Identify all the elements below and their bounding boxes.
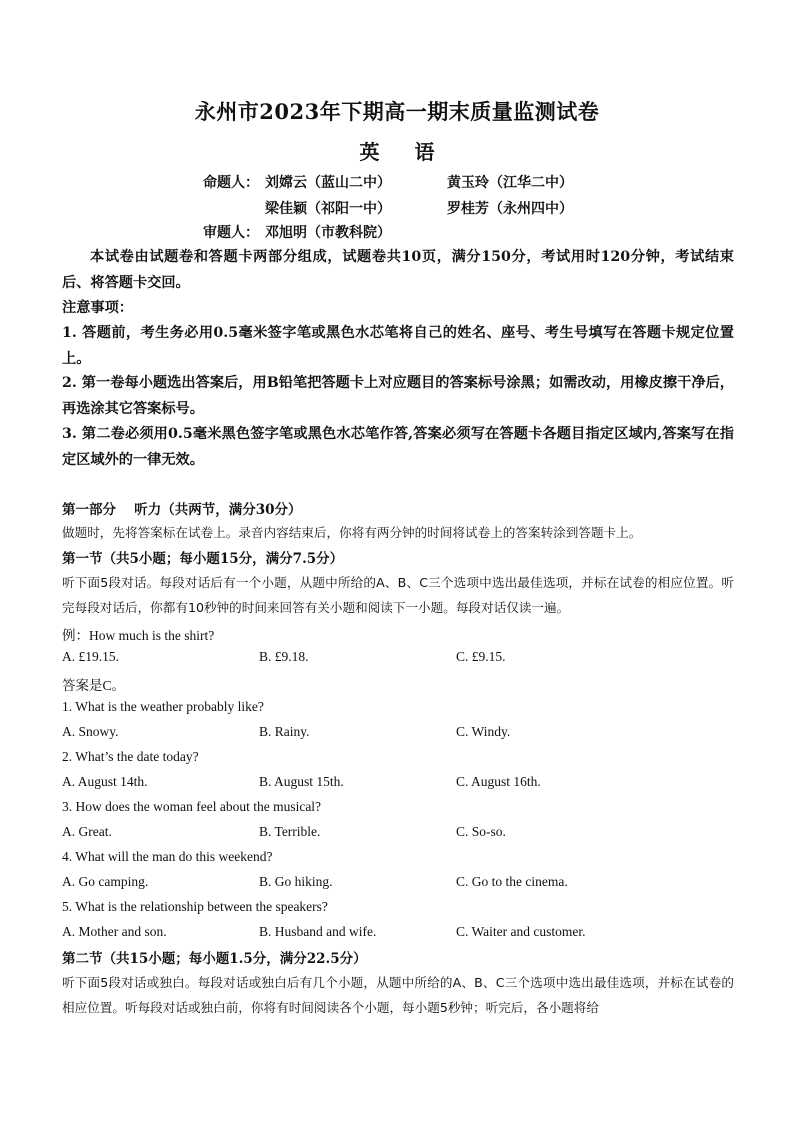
proposer-1: 刘嫦云（蓝山二中） [265, 175, 391, 191]
note-item-1: 1. 答题前，考生务必用0.5毫米签字笔或黑色水芯笔将自己的姓名、座号、考生号填写在答题卡规定位置上。 [62, 325, 734, 367]
question-1-option-b: B. Rainy. [259, 724, 310, 739]
part1-instruction: 做题时，先将答案标在试卷上。录音内容结束后，你将有两分钟的时间将试卷上的答案转涂到答题卡上。 [62, 525, 642, 540]
intro-paragraph: 本试卷由试题卷和答题卡两部分组成，试题卷共10页，满分150分，考试用时120分钟，考试结束后、将答题卡交回。 [62, 249, 734, 291]
question-2-option-b: B. August 15th. [259, 774, 344, 789]
question-5-option-c: C. Waiter and customer. [456, 924, 586, 939]
section1-heading: 第一节（共5小题；每小题15分，满分7.5分） [62, 551, 344, 567]
part1-heading: 第一部分 听力（共两节，满分30分） [62, 502, 302, 518]
section2-heading: 第二节（共15小题；每小题1.5分，满分22.5分） [62, 951, 367, 967]
example-option-c: C. £9.15. [456, 649, 506, 664]
section2-instruction: 听下面5段对话或独白。每段对话或独白后有几个小题，从题中所给的A、B、C三个选项中选出最佳选项，并标在试卷的相应位置。听每段对话或独白前，你将有时间阅读各个小题，每小题5秒钟；听完后，各小题将给 [62, 975, 734, 1015]
proposer-4: 罗桂芳（永州四中） [447, 201, 573, 217]
question-1: 1. What is the weather probably like? [62, 699, 264, 714]
question-3-option-c: C. So-so. [456, 824, 506, 839]
question-2-option-c: C. August 16th. [456, 774, 541, 789]
question-3: 3. How does the woman feel about the musical? [62, 799, 322, 814]
question-3-option-a: A. Great. [62, 824, 112, 839]
example-option-a: A. £19.15. [62, 649, 119, 664]
example-question: 例：How much is the shirt? [62, 628, 215, 643]
reviewer-label: 审题人： [203, 225, 259, 241]
question-4-option-a: A. Go camping. [62, 874, 149, 889]
notes-heading: 注意事项： [62, 300, 133, 316]
example-option-b: B. £9.18. [259, 649, 309, 664]
proposer-2: 黄玉玲（江华二中） [447, 175, 573, 191]
question-5-option-b: B. Husband and wife. [259, 924, 377, 939]
example-answer: 答案是C。 [62, 678, 126, 693]
question-4: 4. What will the man do this weekend? [62, 849, 273, 864]
reviewer: 邓旭明（市教科院） [265, 225, 391, 241]
exam-title: 永州市2023年下期高一期末质量监测试卷 [194, 99, 600, 124]
question-5: 5. What is the relationship between the speakers? [62, 899, 328, 914]
question-5-option-a: A. Mother and son. [62, 924, 167, 939]
question-1-option-a: A. Snowy. [62, 724, 119, 739]
question-4-option-b: B. Go hiking. [259, 874, 333, 889]
section1-instruction: 听下面5段对话。每段对话后有一个小题，从题中所给的A、B、C三个选项中选出最佳选项，并标在试卷的相应位置。听完每段对话后，你都有10秒钟的时间来回答有关小题和阅读下一小题。每段对话仅读一遍。 [62, 575, 734, 615]
note-item-3: 3. 第二卷必须用0.5毫米黑色签字笔或黑色水芯笔作答,答案必须写在答题卡各题目指定区域内,答案写在指定区域外的一律无效。 [62, 426, 734, 468]
question-1-option-c: C. Windy. [456, 724, 511, 739]
note-item-2: 2. 第一卷每小题选出答案后，用B铅笔把答题卡上对应题目的答案标号涂黑；如需改动，用橡皮擦干净后，再选涂其它答案标号。 [62, 375, 734, 417]
question-4-option-c: C. Go to the cinema. [456, 874, 568, 889]
question-3-option-b: B. Terrible. [259, 824, 321, 839]
proposers-label: 命题人： [203, 175, 259, 191]
subject-title: 英 语 [359, 140, 449, 164]
proposer-3: 梁佳颖（祁阳一中） [265, 201, 391, 217]
question-2: 2. What’s the date today? [62, 749, 199, 764]
question-2-option-a: A. August 14th. [62, 774, 148, 789]
